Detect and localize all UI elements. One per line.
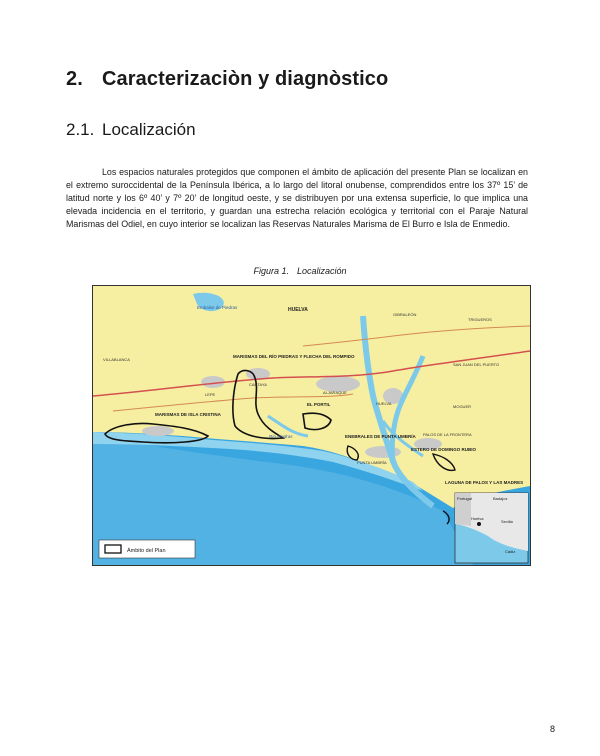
label-punta-umbria: PUNTA UMBRÍA [357,460,387,465]
label-isla-cristina: MARISMAS DE ISLA CRISTINA [155,412,221,417]
label-gibraleon: GIBRALEÓN [393,312,417,317]
label-huelva-province: HUELVA [288,307,308,313]
section-title: Caracterizaciòn y diagnòstico [102,68,389,90]
inset-huelva: Huelva [471,516,484,521]
label-cartaya: CARTAYA [249,382,267,387]
label-lepe: LEPE [205,392,216,397]
label-villablanca: VILLABLANCA [103,357,130,362]
inset-portugal: Portugal [457,496,472,501]
body-paragraph: Los espacios naturales protegidos que componen el ámbito de aplicación del presente Plan se localizan en el extremo suroccidental de la Península Ibérica, a lo largo del litoral onubense, comprendidos entre los 37º 15’ de latitud norte y los 6º 40’ y 7º 20’ de longitud oeste, y se distribuyen por una extensa superficie, lo que implica una elevada incidencia en el territorio, y guardan una estrecha relación ecológica y territorial con el Paraje Natural Marismas del Odiel, en cuyo interior se localizan las Reservas Naturales Marisma de El Burro e Isla de Enmedio. [66,167,528,229]
map-legend [99,540,195,558]
label-san-juan: SAN JUAN DEL PUERTO [453,362,500,367]
subsection-heading [66,120,196,140]
location-map [92,285,531,566]
label-laguna: LAGUNA DE PALOS Y LAS MADRES [445,480,524,485]
label-moguer: MOGUER [453,404,471,409]
subsection-number: 2.1. [66,120,95,139]
page-number: 8 [549,724,555,734]
label-embalse: Embalse de Piedras [197,305,238,310]
label-estero: ESTERO DE DOMINGO RUBIO [411,447,477,452]
label-rio-piedras: Río Piedras [269,434,293,439]
inset-map [455,493,528,563]
label-el-portil: EL PORTIL [307,402,331,407]
subsection-title: Localización [102,120,196,139]
label-trigueros: TRIGUEROS [468,317,492,322]
inset-sevilla: Sevilla [501,519,513,524]
label-enebrales: ENEBRALES DE PUNTA UMBRÍA [345,434,416,439]
section-number: 2. [66,68,83,90]
label-palos: PALOS DE LA FRONTERA [423,432,472,437]
label-aljaraque: ALJARAQUE [323,390,347,395]
inset-cadiz: Cádiz [505,549,516,554]
label-huelva-town: HUELVA [376,401,392,406]
map-graphic [93,286,530,565]
figure-label: Figura 1. [253,266,289,276]
figure-title: Localización [297,266,347,276]
legend-label: Ámbito del Plan [127,548,166,554]
label-marismas-rio-piedras: MARISMAS DEL RÍO PIEDRAS Y FLECHA DEL ROMPIDO [233,354,355,359]
figure-caption [0,266,600,276]
section-heading [66,68,388,91]
inset-badajoz: Badajoz [493,496,508,501]
